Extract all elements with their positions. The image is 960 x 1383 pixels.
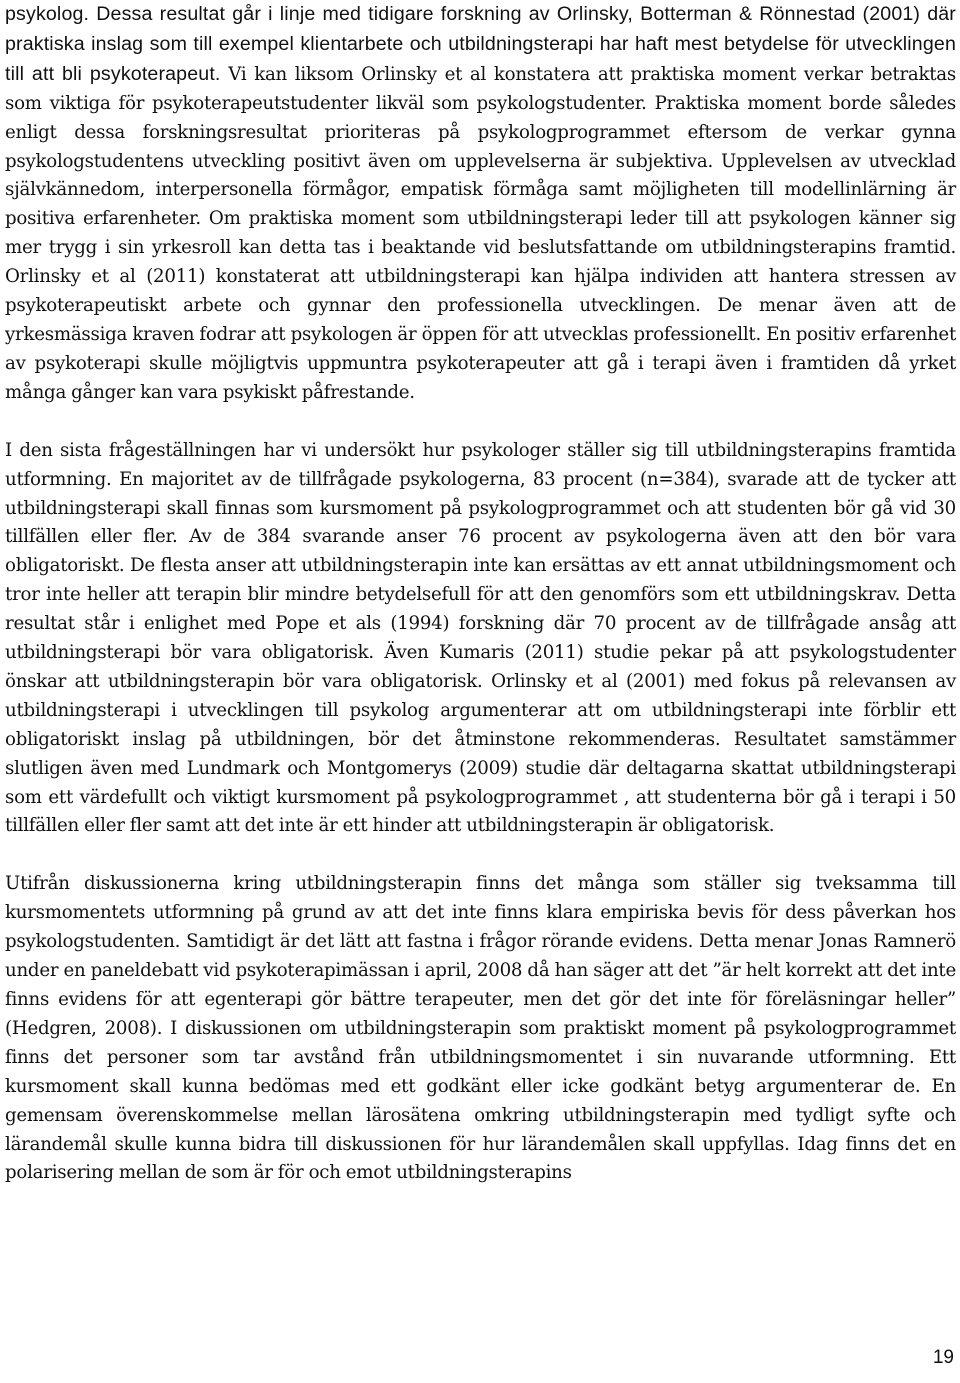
paragraph-spacer [5, 841, 956, 870]
document-page [5, 0, 956, 1188]
paragraph-2: I den sista frågeställningen har vi undersökt hur psykologer ställer sig till utbildningsterapins framtida utformning. En majoritet av de tillfrågade psykologerna, 83 procent (n=384), svarade att de tycker att utbildningsterapi skall finnas som kursmoment på psykologprogrammet och att studenten bör gå vid 30 tillfällen eller fler. Av de 384 svarande anser 76 procent av psykologerna även att den bör vara obligatoriskt. De flesta anser att utbildningsterapin inte kan ersättas av ett annat utbildningsmoment och tror inte heller att terapin blir mindre betydelsefull för att den genomförs som ett utbildningskrav. Detta resultat står i enlighet med Pope et als (1994) forskning där 70 procent av de tillfrågade ansåg att utbildningsterapi bör vara obligatorisk. Även Kumaris (2011) studie pekar på att psykologstudenter önskar att utbildningsterapin bör vara obligatorisk. Orlinsky et al (2001) med fokus på relevansen av utbildningsterapi i utvecklingen till psykolog argumenterar att om utbildningsterapi inte förblir ett obligatoriskt inslag på utbildningen, bör det åtminstone rekommenderas. Resultatet samstämmer slutligen även med Lundmark och Montgomerys (2009) studie där deltagarna skattat utbildningsterapi som ett värdefullt och viktigt kursmoment på psykologprogrammet , att studenterna bör gå i terapi i 50 tillfällen eller fler samt att det inte är ett hinder att utbildningsterapin är obligatorisk. [5, 439, 956, 837]
paragraph-1-serif-run: Vi kan liksom Orlinsky et al konstatera att praktiska moment verkar betraktas som viktiga för psykoterapeutstudenter likväl som psykologstudenter. Praktiska moment borde således enligt dessa forskningsresultat prioriteras på psykologprogrammet eftersom de verkar gynna psykologstudentens utveckling positivt även om upplevelserna är subjektiva. Upplevelsen av utvecklad självkännedom, interpersonella förmågor, empatisk förmåga samt möjligheten till modellinlärning är positiva erfarenheter. Om praktiska moment som utbildningsterapi leder till att psykologen känner sig mer trygg i sin yrkesroll kan detta tas i beaktande vid beslutsfattande om utbildningsterapins framtid. Orlinsky et al (2011) konstaterat att utbildningsterapi kan hjälpa individen att hantera stressen av psykoterapeutiskt arbete och gynnar den professionella utvecklingen. De menar även att de yrkesmässiga kraven fodrar att psykologen är öppen för att utvecklas professionellt. En positiv erfarenhet av psykoterapi skulle möjligtvis uppmuntra psykoterapeuter att gå i terapi även i framtiden då yrket många gånger kan vara psykiskt påfrestande. [5, 63, 956, 403]
paragraph-1-sans-run: psykolog. Dessa resultat går i linje med tidigare forskning av Orlinsky, Botterman & Rönnestad (2001) där praktiska inslag som till exempel klientarbete och utbildningsterapi har haft mest betydelse för utvecklingen till att bli psykoterapeut. [5, 3, 956, 85]
page-number: 19 [932, 1347, 954, 1368]
paragraph-spacer [5, 408, 956, 437]
paragraph-3: Utifrån diskussionerna kring utbildningsterapin finns det många som ställer sig tveksamma till kursmomentets utformning på grund av att det inte finns klara empiriska bevis för dess påverkan hos psykologstudenten. Samtidigt är det lätt att fastna i frågor rörande evidens. Detta menar Jonas Ramnerö under en paneldebatt vid psykoterapimässan i april, 2008 då han säger att det ”är helt korrekt att det inte finns evidens för att egenterapi gör bättre terapeuter, men det gör det inte för föreläsningar heller” (Hedgren, 2008). I diskussionen om utbildningsterapin som praktiskt moment på psykologprogrammet finns det personer som tar avstånd från utbildningsmomentet i sin nuvarande utformning. Ett kursmoment skall kunna bedömas med ett godkänt eller icke godkänt betyg argumenterar de. En gemensam överenskommelse mellan lärosätena omkring utbildningsterapin med tydligt syfte och lärandemål skulle kunna bidra till diskussionen för hur lärandemålen skall uppfyllas. Idag finns det en polarisering mellan de som är för och emot utbildningsterapins [5, 873, 956, 1184]
paragraph-1 [5, 0, 956, 408]
